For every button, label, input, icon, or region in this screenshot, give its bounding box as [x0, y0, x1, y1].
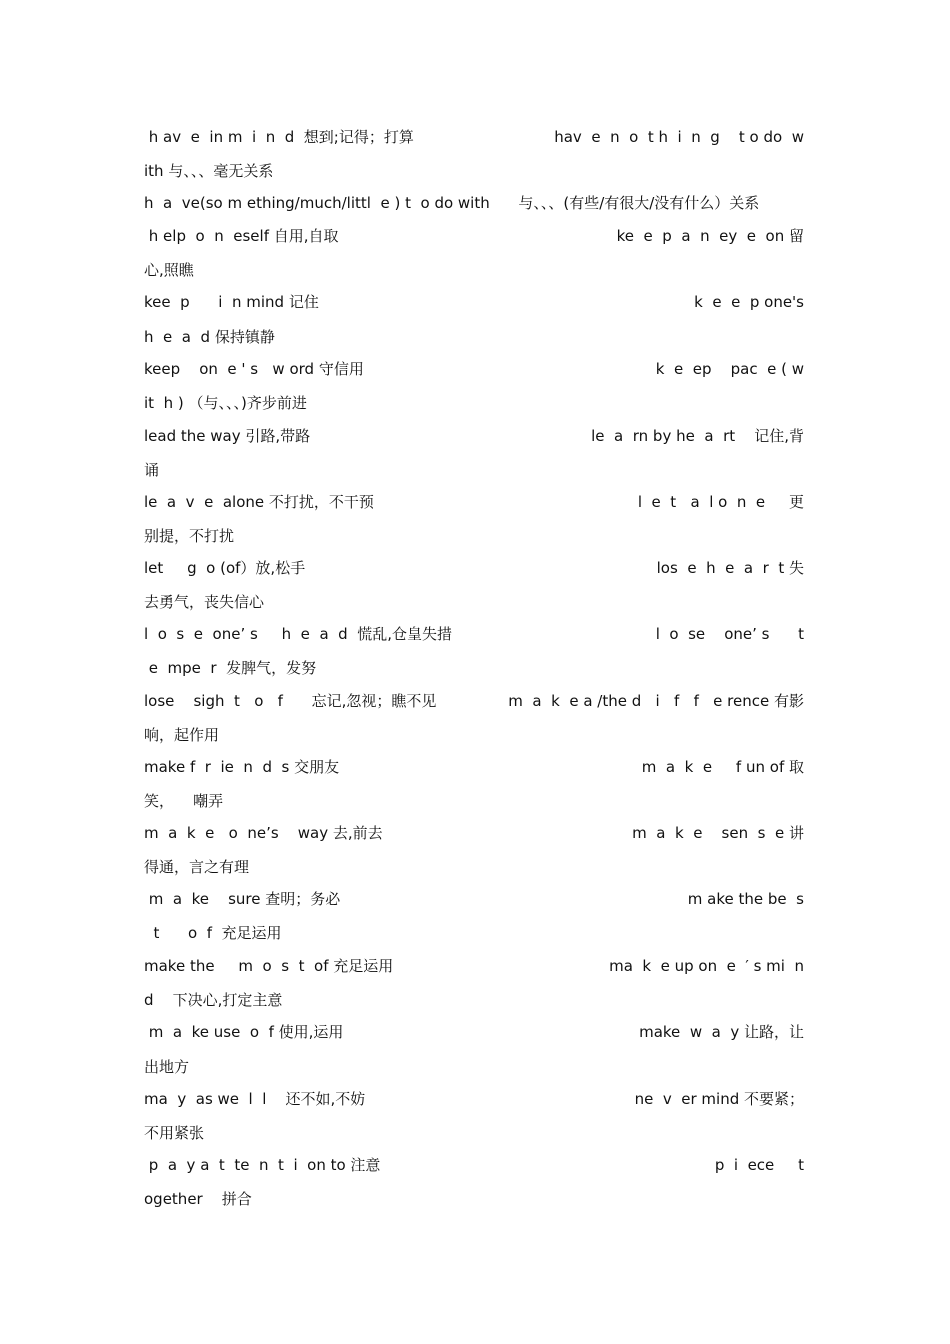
line-14-left: let g o (of）放,松手 — [144, 559, 306, 577]
line-15-left: 去勇气，丧失信心 — [144, 593, 265, 611]
line-13-left: 别提，不打扰 — [144, 527, 235, 545]
line-8-left: keep on e ' s w ord 守信用 — [144, 360, 364, 378]
line-27-left: d 下决心,打定主意 — [144, 991, 283, 1009]
line-22-left: m a k e o ne’s way 去,前去 — [144, 824, 383, 842]
line-33-left: ogether 拼合 — [144, 1190, 252, 1208]
line-11-left: 诵 — [144, 461, 160, 479]
line-28-right: make w a y 让路，让 — [639, 1023, 804, 1041]
line-22-right: m a k e sen s e 讲 — [632, 824, 804, 842]
line-9-left: it h ) （与、、、)齐步前进 — [144, 394, 307, 412]
line-20-right: m a k e f un of 取 — [641, 758, 804, 776]
line-18-right: m a k e a /the d i f f e rence 有影 — [508, 692, 804, 710]
line-29-left: 出地方 — [144, 1058, 190, 1076]
line-1-right: hav e n o t h i n g t o do w — [554, 128, 804, 146]
line-23-left: 得通，言之有理 — [144, 858, 250, 876]
line-30-left: ma y as we l l 还不如,不妨 — [144, 1090, 366, 1108]
line-4-left: h elp o n eself 自用,自取 — [144, 227, 339, 245]
line-14-right: los e h e a r t 失 — [656, 559, 804, 577]
line-26-right: ma k e up on e ′ s mi n — [609, 957, 804, 975]
line-18-left: lose sigh t o f 忘记,忽视；瞧不见 — [144, 692, 437, 710]
line-28-left: m a ke use o f 使用,运用 — [144, 1023, 344, 1041]
line-6-left: kee p i n mind 记住 — [144, 293, 319, 311]
line-26-left: make the m o s t of 充足运用 — [144, 957, 394, 975]
line-5-left: 心,照瞧 — [144, 261, 194, 279]
line-10-right: le a rn by he a rt 记住,背 — [591, 427, 804, 445]
line-32-right: p i ece t — [714, 1156, 804, 1174]
line-30-right: ne v er mind 不要紧； — [634, 1090, 804, 1108]
line-16-right: l o se one’ s t — [655, 625, 804, 643]
line-10-left: lead the way 引路,带路 — [144, 427, 311, 445]
line-31-left: 不用紧张 — [144, 1124, 205, 1142]
line-32-left: p a y a t te n t i on to 注意 — [144, 1156, 381, 1174]
line-17-left: e mpe r 发脾气，发努 — [144, 659, 317, 677]
line-20-left: make f r ie n d s 交朋友 — [144, 758, 340, 776]
line-1-left: h av e in m i n d 想到;记得；打算 — [144, 128, 414, 146]
line-24-left: m a ke sure 查明；务必 — [144, 890, 341, 908]
line-24-right: m ake the be s — [687, 890, 804, 908]
line-8-right: k e ep pac e ( w — [655, 360, 804, 378]
line-3-left: h a ve(so m ething/much/littl e ) t o do with 与、、、(有些/有很大/没有什么）关系 — [144, 194, 760, 212]
line-16-left: l o s e one’ s h e a d 慌乱,仓皇失措 — [144, 625, 452, 643]
line-12-right: l e t a l o n e 更 — [637, 493, 804, 511]
line-21-left: 笑， 嘲弄 — [144, 792, 224, 810]
line-25-left: t o f 充足运用 — [144, 924, 282, 942]
line-12-left: le a v e alone 不打扰，不干预 — [144, 493, 374, 511]
line-2-left: ith 与、、、毫无关系 — [144, 162, 274, 180]
line-4-right: ke e p a n ey e on 留 — [616, 227, 804, 245]
line-7-left: h e a d 保持镇静 — [144, 328, 275, 346]
line-19-left: 响，起作用 — [144, 726, 220, 744]
line-6-right: k e e p one's — [694, 293, 804, 311]
